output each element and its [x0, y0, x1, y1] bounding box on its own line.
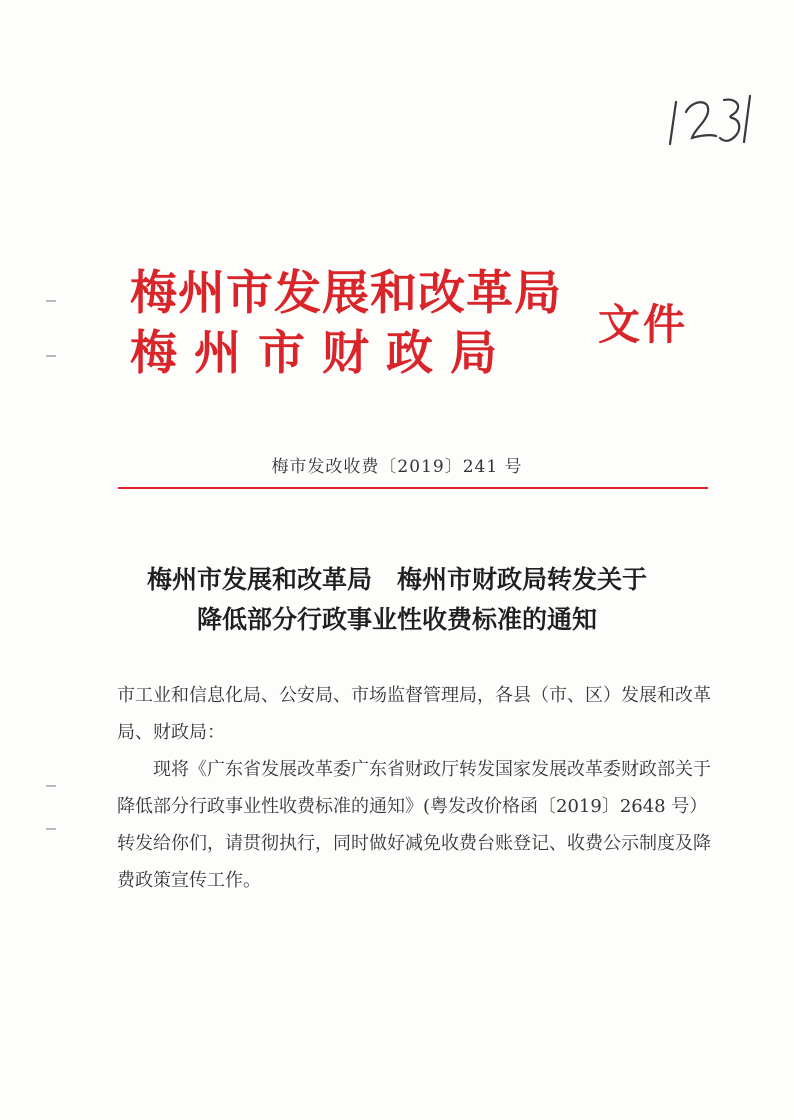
main-paragraph: 现将《广东省发展改革委广东省财政厅转发国家发展改革委财政部关于降低部分行政事业性收费标准的通知》(粤发改价格函〔2019〕2648 号）转发给你们，请贯彻执行，同时做好减免收费台账登记、收费公示制度及降费政策宣传工作。	[117, 759, 711, 891]
scan-edge-mark	[46, 355, 56, 357]
agency-name-development-reform: 梅州市发展和改革局	[130, 266, 562, 321]
document-title	[0, 560, 794, 640]
document-body	[117, 677, 717, 899]
agency-name-finance: 梅州市财政局	[130, 326, 514, 381]
scan-edge-mark	[46, 828, 56, 830]
issuing-agencies-header	[130, 268, 690, 388]
recipients-paragraph: 市工业和信息化局、公安局、市场监督管理局，各县（市、区）发展和改革局、财政局：	[117, 685, 711, 743]
red-divider-line	[118, 487, 708, 489]
scan-edge-mark	[46, 300, 56, 302]
scan-edge-mark	[46, 785, 56, 787]
handwritten-page-number	[662, 88, 762, 158]
title-line-1: 梅州市发展和改革局 梅州市财政局转发关于	[146, 565, 647, 594]
document-suffix: 文件	[598, 300, 689, 349]
document-number: 梅市发改收费〔2019〕241 号	[271, 457, 523, 477]
title-line-2: 降低部分行政事业性收费标准的通知	[196, 605, 597, 634]
